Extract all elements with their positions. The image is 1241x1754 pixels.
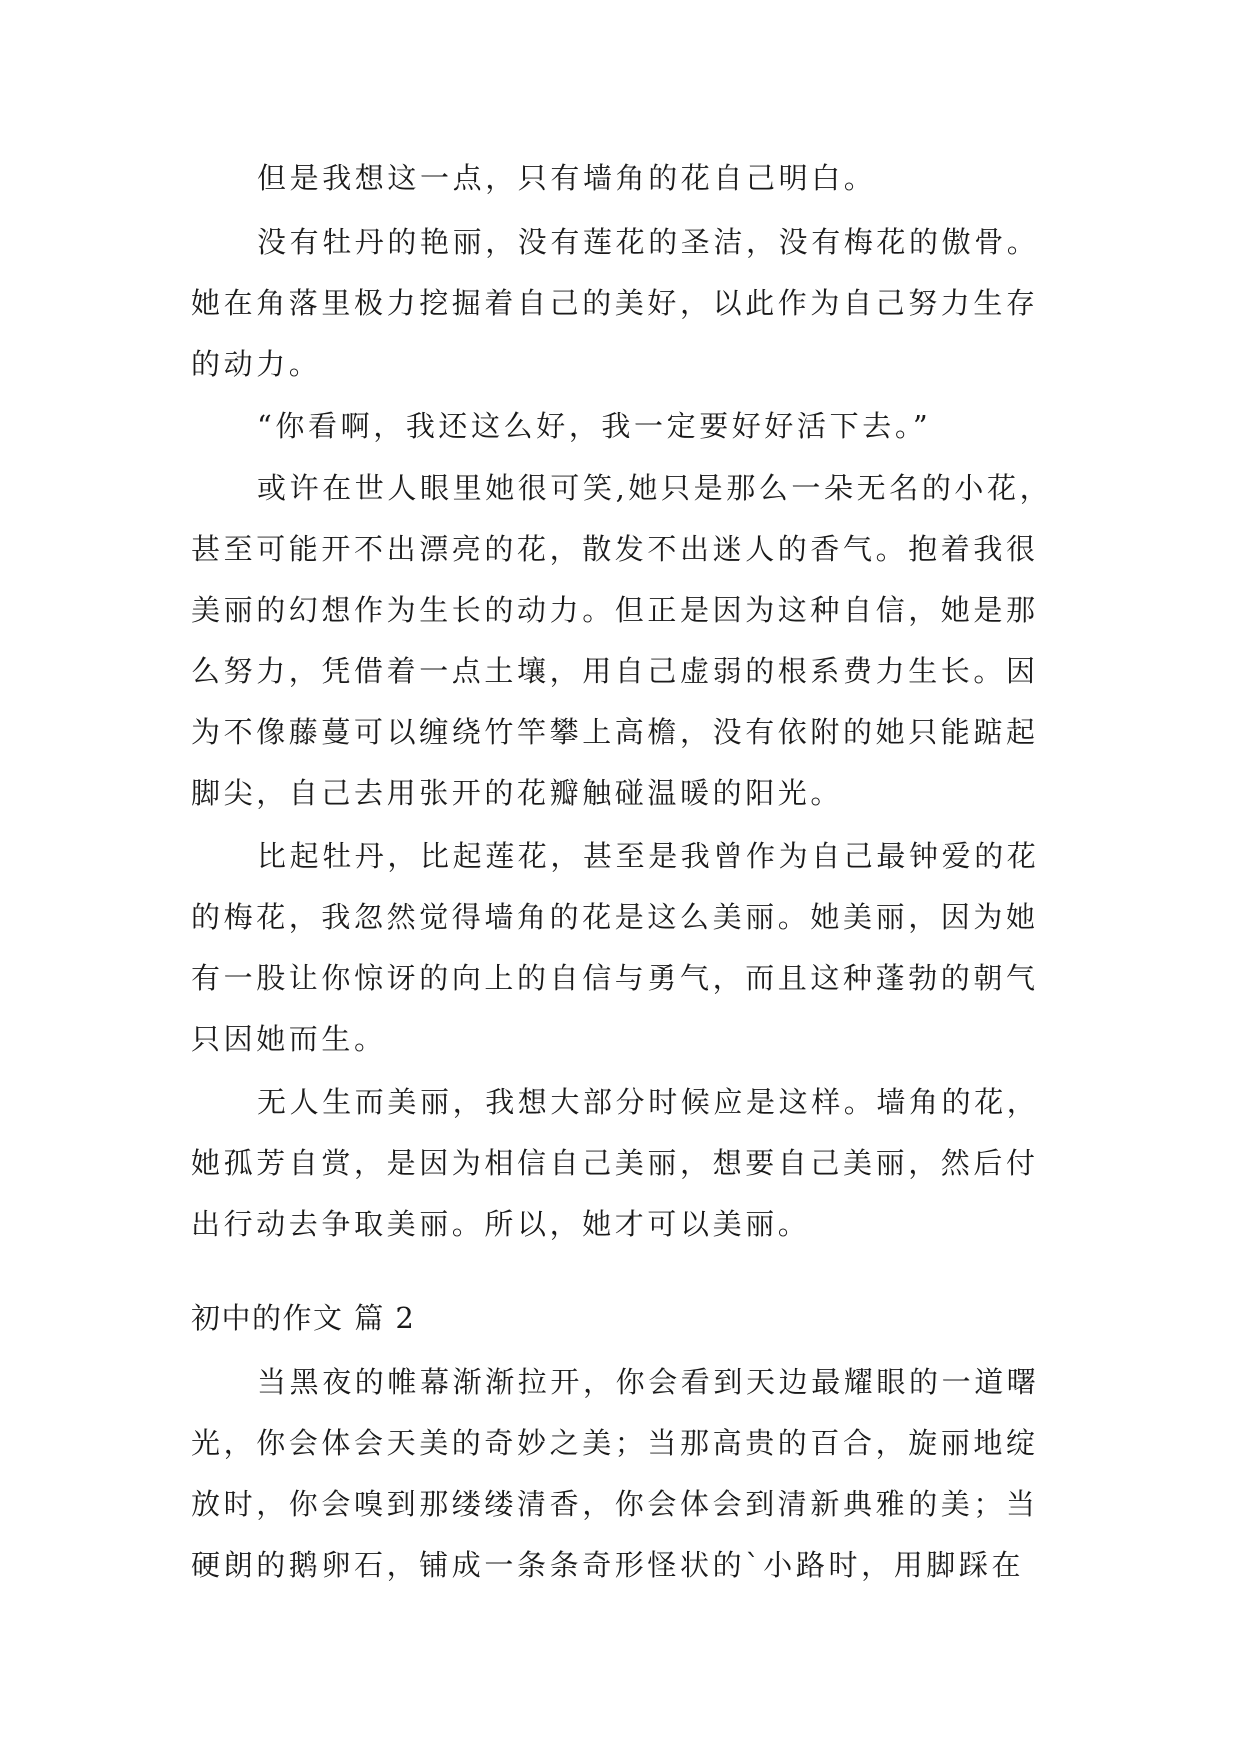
text-line: 放时，你会嗅到那缕缕清香，你会体会到清新典雅的美；当	[191, 1487, 1039, 1521]
text-line: 硬朗的鹅卵石，铺成一条条奇形怪状的`小路时，用脚踩在	[191, 1548, 1025, 1582]
text-line: 脚尖，自己去用张开的花瓣触碰温暖的阳光。	[191, 776, 844, 810]
text-line: 美丽的幻想作为生长的动力。但正是因为这种自信，她是那	[191, 593, 1039, 627]
text-line: “你看啊，我还这么好，我一定要好好活下去。”	[257, 409, 932, 443]
text-line: 比起牡丹，比起莲花，甚至是我曾作为自己最钟爱的花	[257, 839, 1040, 873]
text-line: 为不像藤蔓可以缠绕竹竿攀上高檐，没有依附的她只能踮起	[191, 715, 1039, 749]
text-line: 的动力。	[191, 347, 322, 381]
text-line: 只因她而生。	[191, 1022, 387, 1056]
text-line: 或许在世人眼里她很可笑,她只是那么一朵无名的小花，	[257, 471, 1053, 505]
text-line: 么努力，凭借着一点土壤，用自己虚弱的根系费力生长。因	[191, 654, 1039, 688]
text-line: 光，你会体会天美的奇妙之美；当那高贵的百合，旋丽地绽	[191, 1426, 1039, 1460]
text-line: 无人生而美丽，我想大部分时候应是这样。墙角的花，	[257, 1085, 1040, 1119]
text-line: 没有牡丹的艳丽，没有莲花的圣洁，没有梅花的傲骨。	[257, 225, 1040, 259]
text-line: 当黑夜的帷幕渐渐拉开，你会看到天边最耀眼的一道曙	[257, 1365, 1040, 1399]
text-line: 有一股让你惊讶的向上的自信与勇气，而且这种蓬勃的朝气	[191, 961, 1039, 995]
text-line: 出行动去争取美丽。所以，她才可以美丽。	[191, 1207, 811, 1241]
text-line: 甚至可能开不出漂亮的花，散发不出迷人的香气。抱着我很	[191, 532, 1039, 566]
text-line: 她在角落里极力挖掘着自己的美好，以此作为自己努力生存	[191, 286, 1039, 320]
text-line: 但是我想这一点，只有墙角的花自己明白。	[257, 161, 877, 195]
text-line: 的梅花，我忽然觉得墙角的花是这么美丽。她美丽，因为她	[191, 900, 1039, 934]
section-heading: 初中的作文 篇 2	[191, 1301, 416, 1335]
text-line: 她孤芳自赏，是因为相信自己美丽，想要自己美丽，然后付	[191, 1146, 1039, 1180]
